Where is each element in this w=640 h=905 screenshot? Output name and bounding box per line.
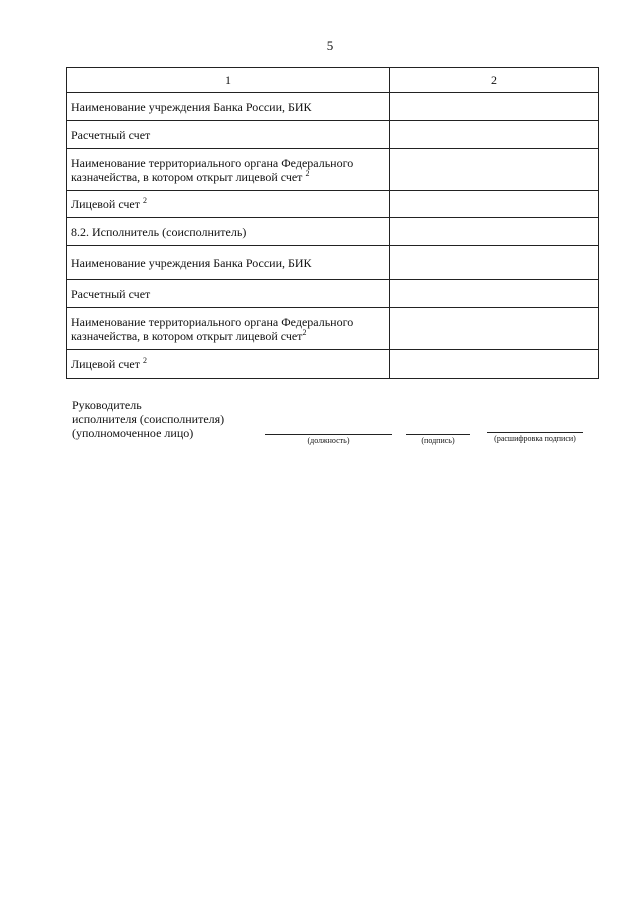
row-value xyxy=(390,121,599,149)
row-value xyxy=(390,191,599,218)
footnote-mark: 2 xyxy=(305,168,310,178)
row-label: Наименование учреждения Банка России, БИК xyxy=(67,246,390,280)
table-row xyxy=(67,350,599,379)
footnote-mark: 2 xyxy=(143,196,148,205)
table-header-row xyxy=(67,68,599,93)
row-label: Лицевой счет $^2$ xyxy=(67,350,390,379)
column-header-2: 2 xyxy=(390,68,599,93)
table-row xyxy=(67,218,599,246)
signatory-line: Руководитель xyxy=(72,398,142,412)
signatory-line: исполнителя (соисполнителя) xyxy=(72,412,225,426)
table-row xyxy=(67,121,599,149)
position-field: (должность) xyxy=(265,434,392,445)
page-number: 5 xyxy=(326,38,334,53)
row-label: Лицевой счет $^2$ xyxy=(67,191,390,218)
row-value xyxy=(390,350,599,379)
signatory-label xyxy=(72,398,224,440)
column-header-1: 1 xyxy=(67,68,390,93)
table-row xyxy=(67,246,599,280)
requisites-table xyxy=(66,67,599,379)
row-label: Наименование учреждения Банка России, БИК xyxy=(67,93,390,121)
row-value xyxy=(390,149,599,191)
table-row xyxy=(67,308,599,350)
table-row xyxy=(67,280,599,308)
table-row xyxy=(67,191,599,218)
row-value xyxy=(390,280,599,308)
signatory-line: (уполномоченное лицо) xyxy=(72,426,194,440)
footnote-mark: 2 xyxy=(302,327,307,337)
footnote-mark: 2 xyxy=(143,356,148,365)
row-value xyxy=(390,218,599,246)
signature-field: (подпись) xyxy=(406,434,470,445)
row-value xyxy=(390,246,599,280)
row-label: Наименование территориального органа Федерального казначейства, в котором открыт лицевой счет$^2$ xyxy=(67,308,390,350)
row-label: Расчетный счет xyxy=(67,280,390,308)
row-value xyxy=(390,308,599,350)
signature-transcript-field: (расшифровка подписи) xyxy=(487,432,583,443)
table-row xyxy=(67,93,599,121)
row-label: Расчетный счет xyxy=(67,121,390,149)
row-label: 8.2. Исполнитель (соисполнитель) xyxy=(67,218,390,246)
row-label: Наименование территориального органа Федерального казначейства, в котором открыт лицевой счет $^2$ xyxy=(67,149,390,191)
row-value xyxy=(390,93,599,121)
table-row xyxy=(67,149,599,191)
